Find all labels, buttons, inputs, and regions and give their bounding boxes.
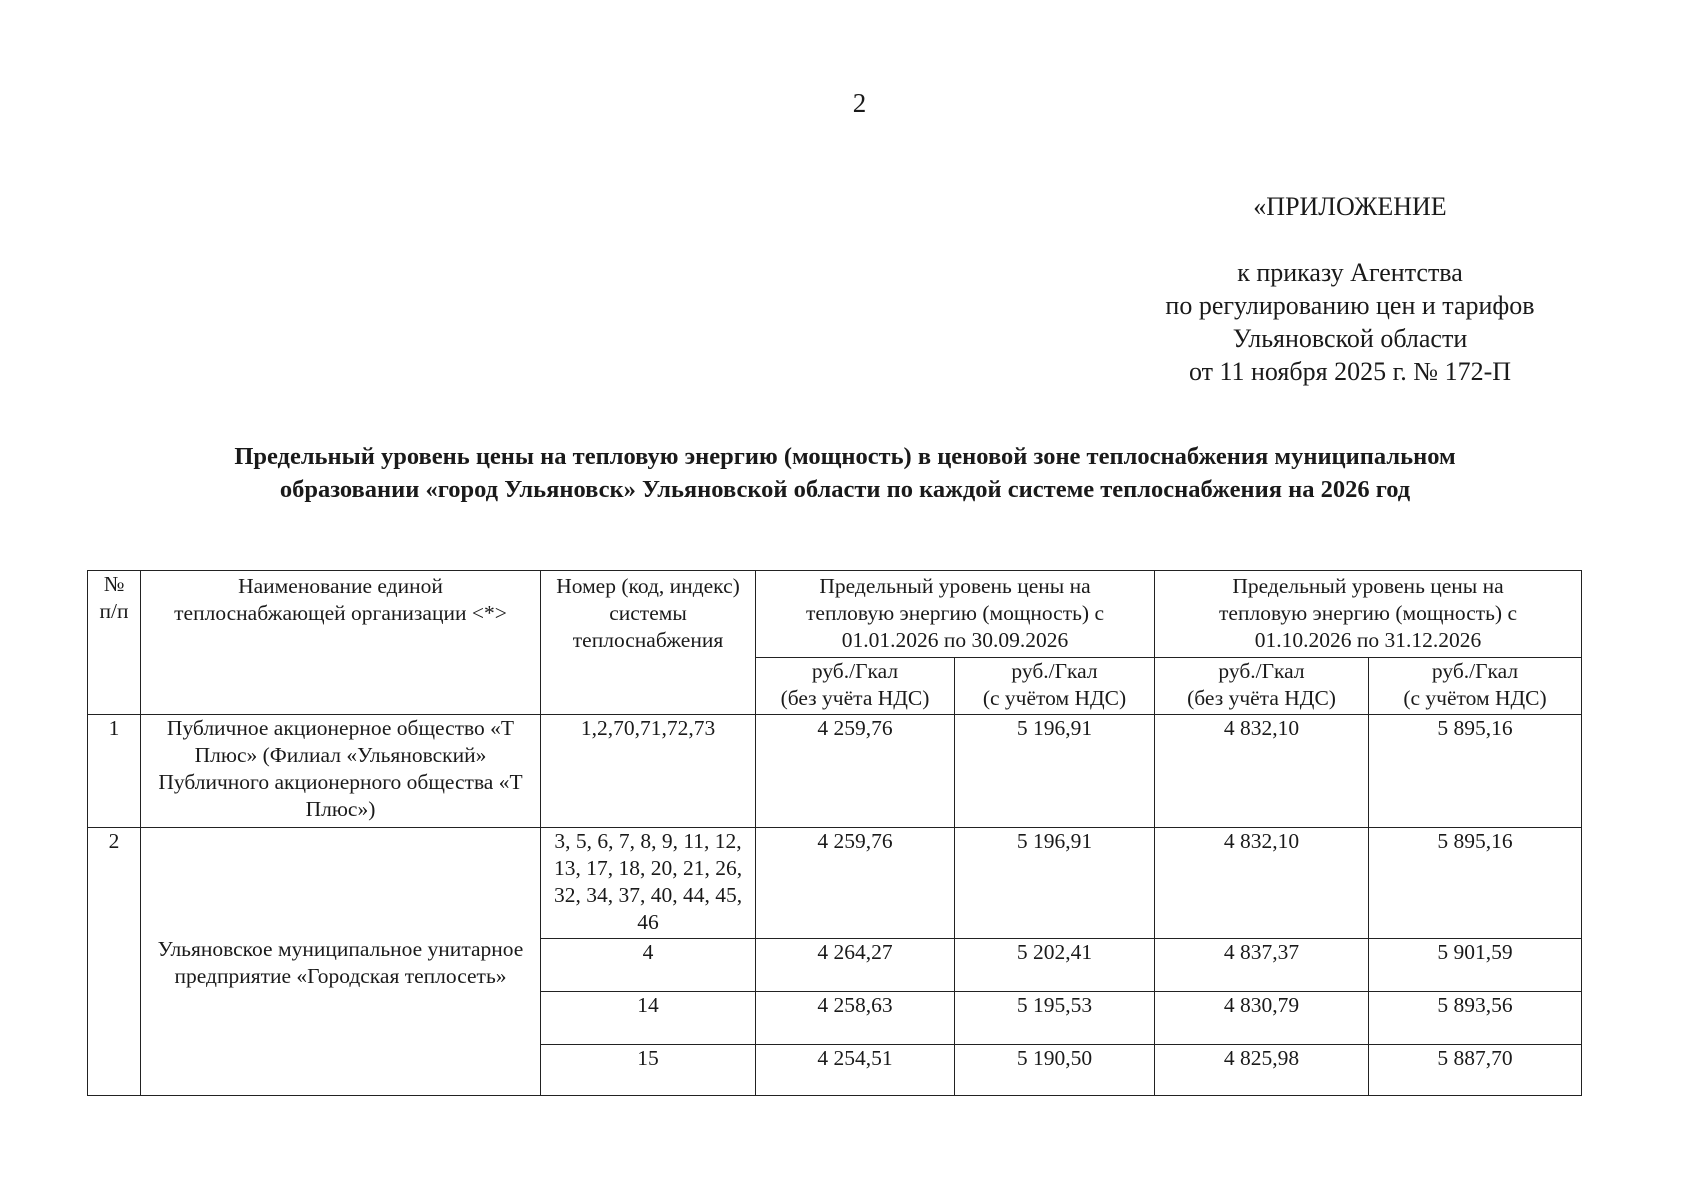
header-period-2: Предельный уровень цены на тепловую энергию (мощность) с 01.10.2026 по 31.12.2026	[1155, 571, 1582, 658]
system-number: 14	[541, 992, 756, 1045]
subheader-incl-vat: руб./Гкал (с учётом НДС)	[1369, 658, 1582, 715]
organization-name: Ульяновское муниципальное унитарное предприятие «Городская теплосеть»	[141, 828, 541, 1096]
price-cell: 5 195,53	[955, 992, 1155, 1045]
price-cell: 5 887,70	[1369, 1045, 1582, 1096]
price-cell: 5 901,59	[1369, 939, 1582, 992]
price-cell: 5 196,91	[955, 715, 1155, 828]
page-number: 2	[852, 88, 867, 118]
document-title-line: Предельный уровень цены на тепловую энергию (мощность) в ценовой зоне теплоснабжения муниципальном	[234, 443, 1456, 470]
document-title	[100, 440, 1590, 506]
price-cell: 4 259,76	[756, 828, 955, 939]
subheader-excl-vat: руб./Гкал (без учёта НДС)	[1155, 658, 1369, 715]
system-number: 1,2,70,71,72,73	[541, 715, 756, 828]
price-cell: 4 825,98	[1155, 1045, 1369, 1096]
price-cell: 4 830,79	[1155, 992, 1369, 1045]
price-cell: 5 895,16	[1369, 828, 1582, 939]
system-number: 15	[541, 1045, 756, 1096]
table-row	[88, 828, 1582, 939]
document-title-line: образовании «город Ульяновск» Ульяновской области по каждой системе теплоснабжения на 2026 год	[279, 476, 1411, 503]
tariff-table	[87, 570, 1582, 1096]
header-organization: Наименование единой теплоснабжающей организации <*>	[141, 571, 541, 715]
subheader-incl-vat: руб./Гкал (с учётом НДС)	[955, 658, 1155, 715]
appendix-line: Ульяновской области	[1232, 324, 1468, 353]
price-cell: 5 893,56	[1369, 992, 1582, 1045]
appendix-line: к приказу Агентства	[1237, 258, 1463, 287]
appendix-title: «ПРИЛОЖЕНИЕ	[1253, 192, 1447, 221]
header-period-1: Предельный уровень цены на тепловую энергию (мощность) с 01.01.2026 по 30.09.2026	[756, 571, 1155, 658]
price-cell: 5 202,41	[955, 939, 1155, 992]
price-cell: 4 258,63	[756, 992, 955, 1045]
system-number: 4	[541, 939, 756, 992]
price-cell: 4 259,76	[756, 715, 955, 828]
row-number: 2	[88, 828, 141, 1096]
price-cell: 5 196,91	[955, 828, 1155, 939]
price-cell: 4 832,10	[1155, 715, 1369, 828]
system-number: 3, 5, 6, 7, 8, 9, 11, 12, 13, 17, 18, 20, 21, 26, 32, 34, 37, 40, 44, 45, 46	[541, 828, 756, 939]
price-cell: 5 895,16	[1369, 715, 1582, 828]
appendix-line: от 11 ноября 2025 г. № 172-П	[1188, 357, 1512, 386]
header-number: № п/п	[88, 571, 141, 715]
table-row	[88, 715, 1582, 828]
price-cell: 4 264,27	[756, 939, 955, 992]
appendix-line: по регулированию цен и тарифов	[1165, 291, 1535, 320]
price-cell: 4 837,37	[1155, 939, 1369, 992]
organization-name: Публичное акционерное общество «Т Плюс» (Филиал «Ульяновский» Публичного акционерного общества «Т Плюс»)	[141, 715, 541, 828]
subheader-excl-vat: руб./Гкал (без учёта НДС)	[756, 658, 955, 715]
appendix-block	[1090, 256, 1610, 388]
header-system: Номер (код, индекс) системы теплоснабжения	[541, 571, 756, 715]
row-number: 1	[88, 715, 141, 828]
price-cell: 5 190,50	[955, 1045, 1155, 1096]
price-cell: 4 254,51	[756, 1045, 955, 1096]
price-cell: 4 832,10	[1155, 828, 1369, 939]
